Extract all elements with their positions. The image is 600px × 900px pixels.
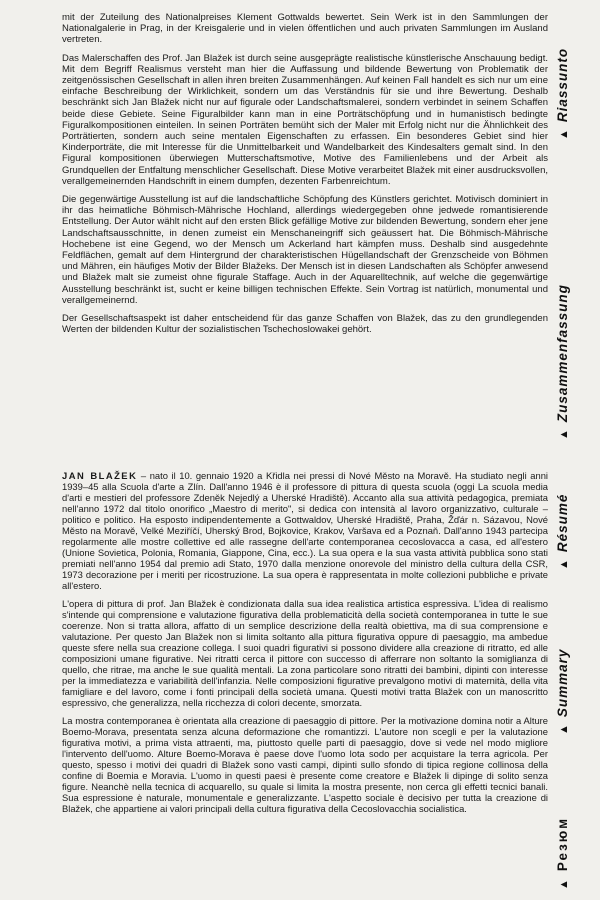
author-name: JAN BLAŽEK (62, 470, 138, 481)
rail-label-riassunto: ▲Riassunto (555, 47, 570, 140)
german-paragraph-4: Der Gesellschaftsaspekt ist daher entscheidend für das ganze Schaffen von Blažek, das zu den grundlegenden Werten der bildenden Kultur der sozialistischen Tschechoslowakei gehört. (62, 313, 548, 336)
rail-label-zusammenfassung: ▲Zusammenfassung (555, 284, 570, 440)
german-paragraph-2: Das Malerschaffen des Prof. Jan Blažek ist durch seine ausgeprägte realistische künstlerische Anschauung bedigt. Mit dem Begriff Realismus versteht man hier die Auffassung und bildende Bewertung von Problematik der zeitgenössischen Gesellschaft in allen ihren breiten Zusammenhängen. Auf keinen Fall handelt es sich nur um eine einfache Beschreibung der Wirklichkeit, sondern um das Verständnis für sie und ihre Bewertung. Deshalb beschränkt sich Jan Blažek nicht nur auf figurale oder Landschaftsmalerei, sondern verbindet in seinem Schaffen beide diese Gebiete. Seine Figuralbilder kann man in eine Porträtschöpfung und in humanistisch bedingte Figuralkompositionen einteilen. In seinen Porträten bemüht sich der Maler mit Erfolg nicht nur die Ähnlichkeit des Porträtierten, sondern auch seine mentalen Eigenschaften zu erfassen. Ein besonderes Gebiet sind hier Kinderporträte, die mit Interesse für die Unmittelbarkeit und Wandelbarkeit des Kindesalters gemalt sind. In den Figural kompositionen überwiegen Mutterschaftsmotive, Motive des Familienlebens und der Arbeit als Grundquellen der Entfaltung menschlicher Gesellschaft. Diese Motive verarbeitet Blažek mit einer ausdrucksvollen, verallgemeinernden Handschrift in einem dumpfen, dezenten Farbenreichtum. (62, 52, 548, 187)
triangle-marker-icon: ▲ (558, 128, 570, 140)
rail-label-resume: ▲Résumé (555, 493, 570, 570)
german-paragraph-1: mit der Zuteilung des Nationalpreises Klement Gottwalds bewertet. Sein Werk ist in den Sammlungen der Nationalgalerie in Prag, in der Kreisgalerie und in vielen öffentlichen und auch privaten Sammlungen im Ausland vertreten. (62, 12, 548, 46)
rail-label-rezyume: ▲Резюм (555, 816, 570, 890)
italian-paragraph-3: La mostra contemporanea è orientata alla creazione di paesaggio di pittore. Per la motivazione domina notir a Alture Boemo-Morava, presentata senza alcuna deformazione che romantizzi. L'autore non scegli e per la valutazione figurativa motivi, a prima vista attraenti, ma, piuttosto quelle parti di paesaggio, dove si vede nel modo migliore l'intervento dell'uomo. Alture Boemo-Morava è paese dove l'uomo lota sodo per acquistare la terra agricola. Per questo, spesso i motivi dei quadri di Blažek sono vasti campi, dipinti sullo sfondo di tipica regione collinosa della confine di Boemia e Moravia. L'uomo in questi paesi è presente come creatore e Blažek li dipinge di solito senza figure. Neanchè nella tecnica di acquarello, su quale si limita la mostra presente, non cerca gli effetti tecnici banali. Sua espressione è naturale, monumentale e generalizzante. L'aspetto sociale è decisivo per tutta la creazione di Blažek, che appartiene ai valori principali della cultura figurativa della Cecoslovacchia socialistica. (62, 715, 548, 814)
german-summary-column (62, 12, 548, 342)
italian-summary-column (62, 470, 548, 821)
triangle-marker-icon: ▲ (558, 723, 570, 735)
german-paragraph-3: Die gegenwärtige Ausstellung ist auf die landschaftliche Schöpfung des Künstlers gerichtet. Motivisch dominiert in ihr das heimatliche Böhmisch-Mährische Hochland, allerdings wiedergegeben ohne jedwede romantisierende Entstellung. Der Autor wählt nicht auf den ersten Blick gefällige Motive zur bildenden Bewertung, sondern eher jene Landschaftsausschnitte, in denen zumeist ein Menschaneingriff sich geäussert hat. Die Böhmisch-Mährische Hochebene ist eine Gegend, wo der Mensch um Ackerland hart kämpfen muss. Deshalb sind ausgedehnte Feldflächen, gemalt auf dem Hintergrund der charakteristischen Hügellandschaft der Grenzscheide von Böhmen und Mähren, ein häufiges Motiv der Bilder Blažeks. Der Mensch ist in diesen Landschaften als Schöpfer anwesend und Blažek malt sie zumeist ohne figurale Staffage. Auch in der Aquarelltechnik, auf welche die gegenwärtige Ausstellung beschränkt ist, sucht er keine billigen technischen Effekte. Sein Vortrag ist natürlich, monumental und verallgemeinernd. (62, 194, 548, 306)
triangle-marker-icon: ▲ (558, 877, 570, 890)
italian-paragraph-1-body: – nato il 10. gennaio 1920 a Křidla nei pressi di Nové Město na Moravě. Ha studiato negli anni 1939–45 alla Scuola d'arte a Zlín. Dall'anno 1946 è il professore di pittura di questa scuola (oggi La scuola media d'arti e mestieri del professore Zdeněk Nejedlý a Uherské Hradiště). Accanto alla sua attività pedagogica, premiata nell'anno 1972 dal titolo onorifico „Maestro di merito", si dedica con intensità al lavoro organizzativo, culturale – politico e politico. Ha esposto indipendentemente a Gottwaldov, Uherské Hradiště, Praha, Žďár n. Sázavou, Nové Město na Moravě, Velké Meziříčí, Uherský Brod, Bojkovice, Krakov, Varšava ed a Poznaň. Dall'anno 1943 partecipa regolarmente alle mostre collettive ed alle rassegne dell'arte contemporanea cecoslovacca a casa, ed all'estero (Unione Sovietica, Polonia, Romania, Giappone, Cina, ecc.). La sua opera e la sua vasta attività pubblica sono stati premiati nell'anno 1954 dal premio adi Stato, 1970 dalla menzione onorevole del ministro della cultura della CSR, 1973 decorazione per i meriti per ricostruzione. La sua opera è rappresentata in molte collezioni pubbliche e private all'estero. (62, 470, 548, 591)
italian-paragraph-1 (62, 470, 548, 591)
triangle-marker-icon: ▲ (558, 428, 570, 440)
rail-label-summary: ▲Summary (555, 648, 570, 735)
triangle-marker-icon: ▲ (558, 558, 570, 570)
language-rail (555, 0, 595, 900)
italian-paragraph-2: L'opera di pittura di prof. Jan Blažek è condizionata dalla sua idea realistica artistica espressiva. L'idea di realismo s'intende qui comprensione e valutazione figurativa della problematicità della società contemporanea in tutte le sue coerenze. Non si tratta allora, affatto di un semplice descrizione della realtà obiettiva, ma di sua comprensione e valutazione. Per questo Jan Blažek non si limita soltanto alla pittura figurativa oppure di paesaggio, ma ambedue queste sfere nella sua creazione collega. I suoi quadri figurativi si possono dividere alla creazione di ritratto, ed alle composizioni umane figurative. Nei ritratti cerca il pittore con successo di afferrare non soltanto la somiglianza di quello, che ritrae, ma anche le sue qualità mentali. La zona particolare sono ritratti dei bambini, dipinti con interesse per la immediatezza e variabilità dell'infanzia. Nelle composizioni figurative prevalgono motivi di maternità, della vita famigliare e del lavoro, come i fonti principali della società umana. Questi motivi tratta Blažek con un manoscritto espressivo, che generalizza, nella ricchezza di colori decente, smorzata. (62, 598, 548, 708)
